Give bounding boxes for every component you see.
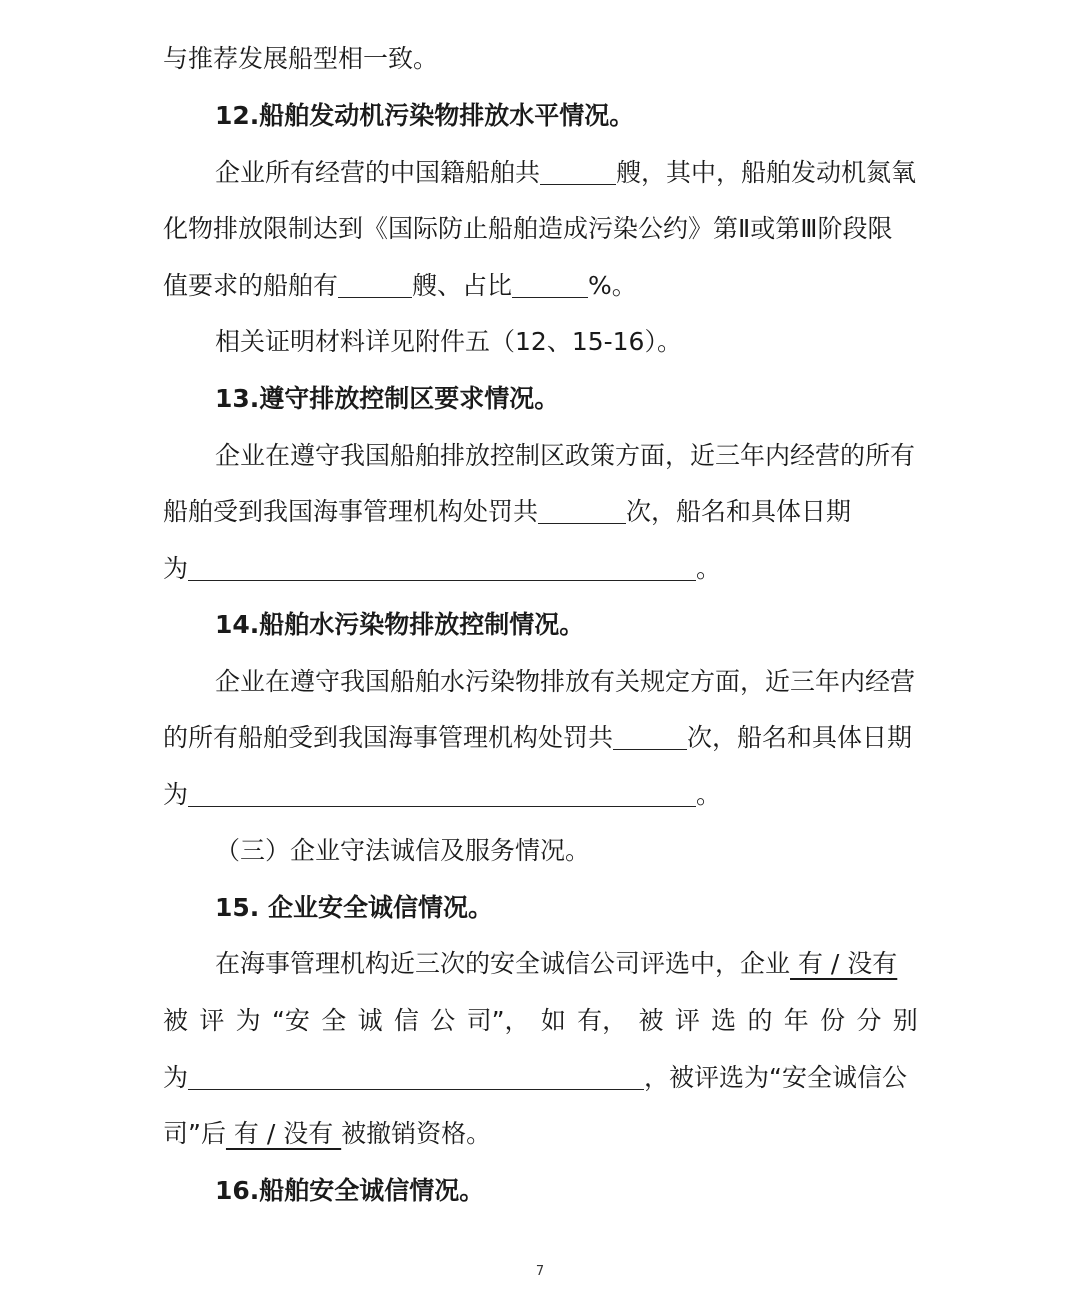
char: 有， (577, 1006, 628, 1035)
fill-blank[interactable] (538, 493, 626, 524)
text: 企业在遵守我国船舶水污染物排放有关规定方面，近三年内经营 (215, 667, 916, 696)
char: 年 (783, 1006, 809, 1035)
paragraph-line (163, 1114, 918, 1154)
text: 化物排放限制达到《国际防止船舶造成污染公约》第Ⅱ或第Ⅲ阶段限 (163, 214, 893, 243)
text: 次，船名和具体日期 (626, 497, 852, 526)
paragraph-line (163, 39, 918, 79)
text: 被撤销资格。 (341, 1119, 492, 1148)
char: 份 (820, 1006, 846, 1035)
paragraph-line (163, 492, 918, 532)
paragraph-line (163, 775, 918, 815)
heading-text: 15. 企业安全诚信情况。 (215, 893, 493, 922)
fill-blank[interactable] (540, 154, 616, 185)
text: 与推荐发展船型相一致。 (163, 44, 439, 73)
char: 如 (540, 1006, 566, 1035)
text: 司”后 (163, 1119, 226, 1148)
paragraph-line (215, 662, 918, 702)
text: 值要求的船舶有 (163, 271, 339, 300)
char: “安 (271, 1006, 310, 1035)
fill-blank[interactable] (188, 1059, 644, 1090)
text: %。 (588, 271, 637, 300)
subsection-title (215, 831, 918, 871)
char: 诚 (357, 1006, 383, 1035)
choice-underlined[interactable]: 有 / 没有 (790, 949, 898, 978)
text: 次，船名和具体日期 (687, 723, 913, 752)
char: 分 (856, 1006, 882, 1035)
text: 企业所有经营的中国籍船舶共 (215, 158, 541, 187)
section-heading-14 (215, 605, 918, 645)
heading-text: 16.船舶安全诚信情况。 (215, 1176, 485, 1205)
heading-text: 14.船舶水污染物排放控制情况。 (215, 610, 585, 639)
fill-blank[interactable] (188, 776, 696, 807)
text: 为 (163, 780, 189, 809)
text: 船舶受到我国海事管理机构处罚共 (163, 497, 539, 526)
choice-underlined[interactable]: 有 / 没有 (225, 1119, 342, 1148)
text: 为 (163, 1063, 189, 1092)
paragraph-line-justified (163, 1001, 918, 1041)
text: 艘、占比 (412, 271, 513, 300)
section-heading-13 (215, 379, 918, 419)
paragraph-line (163, 1058, 918, 1098)
text: ，被评选为“安全诚信公 (644, 1063, 907, 1092)
char: 被 (163, 1006, 189, 1035)
char: 被 (638, 1006, 664, 1035)
heading-text: 12.船舶发动机污染物排放水平情况。 (215, 101, 635, 130)
fill-blank[interactable] (613, 719, 687, 750)
fill-blank[interactable] (512, 267, 588, 298)
char: 选 (711, 1006, 737, 1035)
heading-text: 13.遵守排放控制区要求情况。 (215, 384, 560, 413)
char: 别 (892, 1006, 918, 1035)
paragraph-line (215, 944, 918, 984)
text: 。 (696, 554, 722, 583)
text: 艘，其中，船舶发动机氮氧 (616, 158, 917, 187)
char: 评 (199, 1006, 225, 1035)
paragraph-line (163, 718, 918, 758)
char: 信 (393, 1006, 419, 1035)
char: 评 (674, 1006, 700, 1035)
fill-blank[interactable] (338, 267, 412, 298)
paragraph-line (215, 436, 918, 476)
paragraph-line (215, 153, 918, 193)
section-heading-16 (215, 1171, 918, 1211)
char: 公 (430, 1006, 456, 1035)
text: 。 (696, 780, 722, 809)
char: 的 (747, 1006, 773, 1035)
paragraph-line (163, 549, 918, 589)
char: 司”， (466, 1006, 530, 1035)
fill-blank[interactable] (188, 550, 696, 581)
paragraph-line (163, 266, 918, 306)
text: 的所有船舶受到我国海事管理机构处罚共 (163, 723, 614, 752)
text: 企业在遵守我国船舶排放控制区政策方面，近三年内经营的所有 (215, 441, 916, 470)
char: 全 (321, 1006, 347, 1035)
page-number: 7 (535, 1264, 545, 1279)
char: 为 (235, 1006, 261, 1035)
text: （三）企业守法诚信及服务情况。 (215, 836, 591, 865)
text: 相关证明材料详见附件五（12、15-16）。 (215, 327, 682, 356)
paragraph-line (215, 322, 918, 362)
section-heading-12 (215, 96, 918, 136)
section-heading-15 (215, 888, 918, 928)
text: 在海事管理机构近三次的安全诚信公司评选中，企业 (215, 949, 791, 978)
paragraph-line (163, 209, 918, 249)
text: 为 (163, 554, 189, 583)
